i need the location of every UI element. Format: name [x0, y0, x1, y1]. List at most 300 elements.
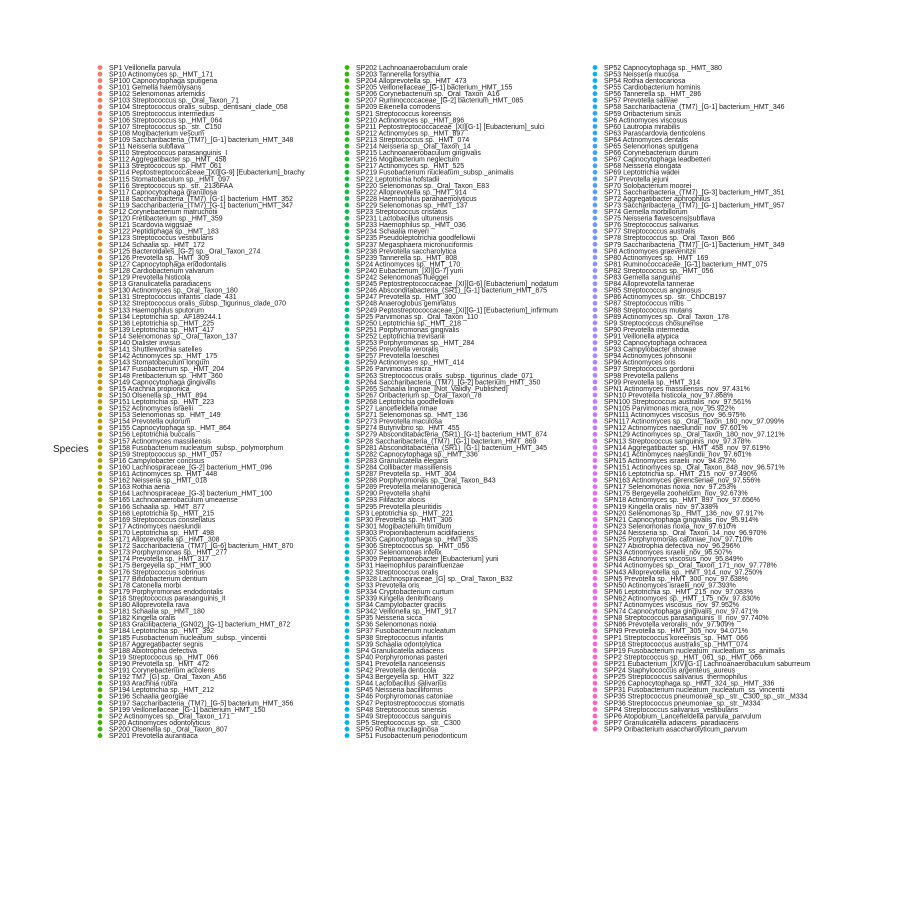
legend-key-dot [98, 569, 103, 574]
legend-key-label: SP265 Schaalia lingnae_[Not_Validly_Published] [356, 385, 508, 393]
legend-key-label: SP176 Streptococcus sobrinus [109, 569, 205, 577]
legend-key-dot [98, 124, 103, 129]
legend-key-label: SPN14 Aggregatibacter sp._HMT_458_nov_97.619% [604, 444, 770, 452]
legend-key-dot [345, 642, 350, 647]
legend-key-label: SP24 Actinomyces sp._HMT_170 [356, 261, 461, 269]
legend-key-dot [98, 275, 103, 280]
legend-key-dot [345, 366, 350, 371]
legend-key-dot [593, 366, 598, 371]
legend-key-label: SP203 Tannerella forsythia [356, 71, 440, 79]
legend-key-label: SP281 Absconditabacteria_(SR1)_[G-1] bacterium_HMT_345 [356, 444, 548, 452]
legend-key-label: SP30 Prevotella sp._HMT_306 [356, 516, 453, 524]
legend-key-dot [345, 281, 350, 286]
legend-key-label: SP133 Haemophilus sputorum [109, 307, 204, 315]
legend-key-label: SP295 Prevotella pleuritidis [356, 503, 442, 511]
legend-key-dot [98, 314, 103, 319]
legend-key-label: SP242 Selenomonas flueggei [356, 274, 449, 282]
legend-key-dot [98, 176, 103, 181]
legend-key-dot [345, 497, 350, 502]
legend-key-dot [593, 615, 598, 620]
legend-key-dot [345, 91, 350, 96]
legend-key-dot [593, 176, 598, 181]
legend-key-label: SP74 Gemella morbillorum [604, 209, 688, 216]
legend-key-label: SPN62 Actinomyces sp._HMT_175_nov_97.830% [604, 595, 761, 603]
legend-key-dot [593, 386, 598, 391]
legend-key-dot [345, 321, 350, 326]
legend-key-dot [345, 537, 350, 542]
legend-key-label: SPN50 Actinomyces israelii_nov_97.393% [604, 582, 736, 590]
legend-key-label: SP53 Neisseria mucosa [604, 71, 679, 79]
legend-key-dot [345, 380, 350, 385]
legend-key-label: SP293 Filifactor alocis [356, 497, 426, 505]
legend-key-label: SPN86 Prevotella veroralis_nov_97.909% [604, 621, 735, 629]
legend-key-dot [98, 419, 103, 424]
legend-key-dot [593, 131, 598, 136]
legend-key-label: SP194 Leptotrichia sp._HMT_212 [109, 687, 215, 695]
legend-key-label: SP82 Streptococcus sp._HMT_056 [604, 267, 714, 275]
legend-key-label: SP118 Saccharibacteria_(TM7)_[G-1] bacterium_HMT_352 [109, 195, 293, 203]
legend-key-label: SP104 Streptococcus oralis_subsp._dentisani_clade_058 [109, 104, 288, 112]
legend-key-label: SP77 Streptococcus australis [604, 228, 696, 236]
legend-key-dot [345, 144, 350, 149]
legend-key-label: SP174 Prevotella sp._HMT_317 [109, 556, 209, 564]
legend-key-label: SP28 Saccharibacteria_(TM7)_[G-1] bacterium_HMT_869 [356, 438, 537, 446]
legend-key-dot [593, 661, 598, 666]
legend-key-dot [593, 628, 598, 633]
legend-key-dot [593, 674, 598, 679]
legend-key-dot [98, 615, 103, 620]
legend-key-label: SP284 Collibacter massiliensis [356, 464, 452, 472]
legend-key-label: SP47 Peptostreptococcus stomatis [356, 700, 465, 708]
legend-key-dot [345, 563, 350, 568]
legend-key-label: SP120 Fretibacterium sp._HMT_359 [109, 215, 223, 223]
legend-key-label: SP110 Streptococcus parasanguinis_I [109, 150, 228, 158]
legend-key-dot [593, 294, 598, 299]
legend-key-dot [593, 668, 598, 673]
legend-key-dot [593, 458, 598, 463]
legend-key-dot [98, 484, 103, 489]
legend-key-label: SP101 Gemella haemolysans [109, 84, 202, 92]
legend-key-label: SPN17 Selenomonas noxia_nov_97.253% [604, 484, 737, 492]
legend-key-label: SP123 Streptococcus vestibularis [109, 235, 214, 243]
legend-key-dot [345, 491, 350, 496]
legend-key-dot [593, 255, 598, 260]
legend-key-label: SP33 Prevotella oris [356, 582, 420, 590]
legend-key-dot [593, 373, 598, 378]
legend-key-label: SP6 Actinomyces viscosus [604, 117, 688, 125]
legend-key-label: SP187 Aggregatibacter segnis [109, 641, 204, 649]
legend-key-label: SP141 Shuttleworthia satelles [109, 346, 202, 354]
legend-key-dot [98, 235, 103, 240]
legend-key-label: SP150 Olsenella sp._HMT_894 [109, 392, 208, 400]
legend-key-dot [345, 465, 350, 470]
legend-key-dot [98, 511, 103, 516]
legend-key-label: SPP9 Oribacterium asaccharolyticum_parvum [604, 726, 748, 734]
legend-key-dot [593, 583, 598, 588]
legend-key-label: SPN9 Prevotella sp._HMT_305_nov_94.071% [604, 628, 748, 636]
legend-key-label: SP55 Cardiobacterium hominis [604, 84, 701, 92]
legend-key-dot [593, 190, 598, 195]
legend-key-label: SP170 Leptotrichia sp._HMT_498 [109, 529, 215, 537]
legend-key-dot [593, 124, 598, 129]
legend-key-label: SP182 Kingella oralis [109, 615, 176, 623]
legend-key-dot [345, 543, 350, 548]
legend-key-label: SP81 Ruminococcaceae_[G-1] bacterium_HMT_075 [604, 261, 768, 269]
legend-key-dot [593, 511, 598, 516]
legend-key-label: SP257 Prevotella loescheii [356, 353, 440, 361]
legend-key-label: SP49 Streptococcus sanguinis [356, 713, 451, 721]
legend-key-label: SP191 Corynebacterium accolens [109, 667, 215, 675]
legend-key-dot [98, 380, 103, 385]
legend-key-label: SP215 Lachnoanaerobaculum gingivalis [356, 150, 481, 158]
legend-key-dot [345, 301, 350, 306]
legend-key-dot [593, 530, 598, 535]
legend-key-label: SP98 Prevotella pallens [604, 372, 679, 380]
legend-key-label: SP57 Prevotella salivae [604, 97, 678, 105]
legend-key-dot [593, 157, 598, 162]
legend-key-dot [593, 235, 598, 240]
legend-key-dot [98, 222, 103, 227]
legend-key-dot [98, 648, 103, 653]
legend-key-dot [345, 471, 350, 476]
legend-key-dot [98, 262, 103, 267]
legend-key-label: SP307 Selenomonas infelix [356, 549, 442, 557]
legend-key-dot [345, 314, 350, 319]
legend-key-dot [345, 648, 350, 653]
legend-key-dot [593, 576, 598, 581]
legend-key-dot [98, 347, 103, 352]
legend-key-dot [345, 517, 350, 522]
legend-key-dot [345, 602, 350, 607]
legend-key-label: SPN117 Actinomyces sp._Oral_Taxon_180_nov_97.099% [604, 418, 785, 426]
legend-key-label: SP15 Arachnia propionica [109, 385, 190, 393]
legend-key-dot [98, 452, 103, 457]
legend-key-label: SPN15 Actinomyces israelii_nov_94.872% [604, 457, 736, 465]
legend-key-label: SP250 Leptotrichia sp._HMT_218 [356, 320, 462, 328]
legend-key-dot [345, 406, 350, 411]
legend-key-label: SP10 Actinomyces sp._HMT_171 [109, 71, 214, 79]
legend-key-dot [345, 235, 350, 240]
legend-key-label: SP72 Aggregatibacter aphrophilus [604, 195, 711, 203]
legend-key-label: SP20 Actinomyces odontolyticus [109, 719, 211, 727]
legend-key-label: SPP18 Streptococcus australis_sp._HMT_074 [604, 641, 748, 649]
legend-key-label: SP306 Streptococcus sp._HMT_056 [356, 543, 470, 551]
legend-key-label: SP14 Selenomonas sp._Oral_Taxon_137 [109, 333, 238, 341]
legend-key-label: SP159 Streptococcus sp._HMT_057 [109, 451, 223, 459]
legend-key-dot [98, 209, 103, 214]
legend-key-dot [98, 104, 103, 109]
legend-key-dot [345, 655, 350, 660]
legend-key-label: SP128 Cardiobacterium valvarum [109, 267, 214, 275]
legend-key-dot [593, 65, 598, 70]
legend-key-label: SPN151 Actinomyces sp._Oral_Taxon_848_nov_96.571% [604, 464, 785, 472]
legend-key-label: SP214 Neisseria sp._Oral_Taxon_14 [356, 143, 471, 151]
legend-key-dot [98, 687, 103, 692]
legend-key-label: SP66 Corynebacterium durum [604, 150, 699, 158]
legend-key-dot [593, 425, 598, 430]
legend-key-dot [593, 137, 598, 142]
legend-key-dot [98, 373, 103, 378]
legend-key-label: SP100 Capnocytophaga sputigena [109, 78, 218, 85]
legend-key-label: SP60 Lautropia mirabilis [604, 123, 680, 131]
legend-key-label: SP25 Parvimonas sp._Oral_Taxon_110 [356, 313, 479, 321]
legend-key-label: SP188 Abiotrophia defectiva [109, 647, 197, 655]
legend-key-label: SP56 Tannerella sp._HMT_286 [604, 91, 702, 99]
legend-key-dot [345, 622, 350, 627]
legend-key-dot [345, 674, 350, 679]
legend-key-label: SP42 Prevotella denticola [356, 667, 437, 675]
legend-key-label: SPN5 Prevotella sp._HMT_300_nov_97.638% [604, 575, 748, 583]
legend-key-dot [98, 281, 103, 286]
legend-key-dot [345, 668, 350, 673]
legend-key-label: SP119 Saccharibacteria_(TM7)_[G-1] bacterium_HMT_347 [109, 202, 293, 210]
legend-key-label: SP334 Cryptobacterium curtum [356, 588, 454, 596]
legend-key-dot [98, 321, 103, 326]
legend-key-dot [98, 131, 103, 136]
legend-key-label: SP163 Rothia aeria [109, 484, 170, 492]
legend-key-label: SP164 Lachnospiraceae_[G-3] bacterium_HMT_100 [109, 490, 273, 498]
legend-key-label: SP96 Actinomyces oris [604, 359, 676, 367]
legend-key-label: SP44 Lactobacillus salivarius [356, 680, 447, 688]
legend-key-dot [98, 465, 103, 470]
legend-key-label: SP116 Streptococcus sp._str._2136FAA [109, 182, 234, 190]
legend-key-dot [345, 687, 350, 692]
legend-key-label: SP11 Neisseria subflava [109, 143, 185, 151]
legend-key-dot [345, 111, 350, 116]
legend-key-label: SP125 Bacteroidales_[G-2] sp._Oral_Taxon_274 [109, 248, 261, 256]
legend-key-dot [98, 163, 103, 168]
legend-key-label: SPP7 Granulicatella adiacens_paradiacens [604, 719, 739, 727]
legend-key-label: SP183 Gracilibacteria_(GN02)_[G-1] bacterium_HMT_872 [109, 621, 291, 629]
legend-key-dot [98, 366, 103, 371]
legend-key-label: SP305 Capnocytophaga sp._HMT_335 [356, 536, 478, 544]
legend-key-dot [593, 602, 598, 607]
legend-key-label: SP179 Porphyromonas endodontalis [109, 588, 224, 596]
legend-key-dot [593, 452, 598, 457]
legend-key-label: SP92 Capnocytophaga ochracea [604, 340, 707, 347]
legend-key-label: SP67 Capnocytophaga leadbetteri [604, 156, 711, 164]
legend-key-dot [345, 609, 350, 614]
legend-key-dot [98, 504, 103, 509]
legend-key-dot [98, 707, 103, 712]
legend-key-label: SP18 Streptococcus parasanguinis_II [109, 595, 226, 603]
legend-key-label: SPN141 Actinomyces naeslundii_nov_97.601% [604, 451, 752, 459]
legend-key-label: SP46 Porphyromonas catoniae [356, 693, 453, 701]
legend-key-dot [593, 700, 598, 705]
legend-key-dot [345, 131, 350, 136]
legend-key-dot [98, 91, 103, 96]
legend-key-label: SPP19 Fusobacterium nucleatum_nucleatum_ss_animalis [604, 647, 785, 655]
legend-key-dot [345, 255, 350, 260]
legend-key-label: SP271 Selenomonas sp._HMT_136 [356, 412, 468, 420]
legend-key-label: SP2 Actinomyces sp._Oral_Taxon_171 [109, 713, 231, 721]
legend-key-label: SP37 Fusobacterium nucleatum [356, 628, 456, 636]
legend-key-dot [98, 602, 103, 607]
legend-key-label: SP154 Prevotella oulorum [109, 418, 191, 426]
legend-key-label: SP175 Bergeyella sp._HMT_900 [109, 562, 211, 570]
legend-key-label: SPP6 Atopobium_Lancefieldella parvula_parvulum [604, 713, 762, 721]
legend-key-label: SP112 Aggregatibacter sp._HMT_458 [109, 156, 227, 164]
legend-key-label: SP107 Streptococcus sp._str._C150 [109, 123, 222, 131]
legend-key-dot [345, 432, 350, 437]
legend-key-label: SPP31 Fusobacterium nucleatum_nucleatum_ss_vincentii [604, 687, 785, 695]
legend-key-label: SP43 Bergeyella sp._HMT_322 [356, 674, 455, 682]
legend-key-dot [593, 642, 598, 647]
legend-key-dot [593, 229, 598, 234]
legend-key-dot [345, 98, 350, 103]
legend-key-dot [98, 425, 103, 430]
legend-key-dot [593, 517, 598, 522]
legend-key-dot [345, 733, 350, 738]
legend-key-dot [345, 340, 350, 345]
legend-key-label: SP83 Gemella sanguinis [604, 274, 681, 282]
legend-key-dot [98, 203, 103, 208]
legend-key-label: SP237 Megasphaera micronuciformis [356, 241, 473, 249]
legend-key-label: SP54 Rothia dentocariosa [604, 78, 686, 85]
legend-key-label: SP88 Streptococcus mutans [604, 307, 693, 315]
legend-key-dot [98, 700, 103, 705]
legend-key-dot [593, 72, 598, 77]
legend-key-label: SP39 Schaalia odontolytica [356, 641, 442, 649]
legend-key-label: SPN20 Selenomonas sp._HMT_136_nov_97.917% [604, 510, 764, 518]
legend-key-dot [593, 524, 598, 529]
legend-key-dot [345, 190, 350, 195]
legend-key-dot [593, 484, 598, 489]
legend-key-label: SPN19 Kingella oralis_nov_97.338% [604, 503, 719, 511]
legend-key-dot [593, 681, 598, 686]
legend-key-dot [98, 438, 103, 443]
legend-key-label: SP290 Prevotella shahii [356, 490, 431, 498]
legend-key-label: SP65 Selenomonas sputigena [604, 143, 699, 151]
legend-key-label: SP35 Neisseria sicca [356, 615, 423, 623]
legend-key-dot [98, 661, 103, 666]
legend-key-label: SP235 Pseudoleptotrichia goodfellowii [356, 235, 476, 243]
legend-key-dot [345, 550, 350, 555]
legend-key-label: SP263 Streptococcus oralis_subsp._tigurinus_clade_071 [356, 372, 534, 380]
legend-key-dot [593, 569, 598, 574]
legend-key-label: SP22 Leptotrichia hofstadii [356, 176, 440, 184]
legend-key-dot [98, 301, 103, 306]
legend-key-label: SP59 Oribacterium sinus [604, 110, 682, 118]
legend-key-dot [98, 727, 103, 732]
legend-key-dot [345, 452, 350, 457]
legend-key-dot [98, 340, 103, 345]
legend-key-dot [345, 419, 350, 424]
legend-key-label: SP289 Prevotella melaninogenica [356, 484, 462, 492]
legend-key-label: SP168 Leptotrichia sp._HMT_215 [109, 510, 215, 518]
legend-key-dot [98, 694, 103, 699]
legend-key-label: SPN24 Neisseria sp._Oral_Taxon_14_nov_96.970% [604, 529, 767, 537]
legend-key-dot [345, 242, 350, 247]
legend-key-dot [593, 203, 598, 208]
legend-key-dot [345, 661, 350, 666]
legend-key-label: SP124 Schaalia sp._HMT_172 [109, 241, 205, 249]
legend-key-dot [98, 255, 103, 260]
legend-key-dot [593, 163, 598, 168]
legend-key-label: SP199 Veillonellaceae_[G-1] bacterium_HMT_150 [109, 706, 266, 714]
legend-key-label: SP138 Leptotrichia sp._HMT_225 [109, 320, 215, 328]
legend-key-dot [98, 307, 103, 312]
legend-key-dot [345, 334, 350, 339]
legend-key-dot [98, 576, 103, 581]
legend-key-label: SP234 Schaalia meyeri [356, 228, 429, 236]
legend-key-dot [345, 478, 350, 483]
legend-key-label: SP185 Fusobacterium nucleatum_subsp._vincentii [109, 634, 267, 642]
legend-key-label: SP180 Alloprevotella rava [109, 602, 190, 609]
legend-key-dot [593, 504, 598, 509]
legend-key-dot [593, 655, 598, 660]
legend-key-dot [593, 707, 598, 712]
legend-key-dot [345, 124, 350, 129]
legend-key-label: SP148 Fretibacterium sp._HMT_360 [109, 372, 223, 380]
legend-key-label: SP247 Prevotella sp._HMT_300 [356, 294, 456, 302]
legend-key-label: SP149 Capnocytophaga gingivalis [109, 379, 216, 387]
legend-key-dot [593, 307, 598, 312]
legend-key-label: SP97 Streptococcus gordonii [604, 366, 695, 374]
legend-key-label: SP155 Capnocytophaga sp._HMT_864 [109, 425, 231, 433]
legend-key-dot [593, 720, 598, 725]
legend-key-dot [593, 694, 598, 699]
legend-key-label: SPP36 Streptococcus pneumoniae_sp._str._M334 [604, 700, 761, 708]
legend-key-dot [98, 150, 103, 155]
legend-key-label: SP93 Campylobacter showae [604, 346, 697, 354]
legend-key-label: SP51 Fusobacterium periodonticum [356, 733, 468, 740]
legend-key-dot [98, 65, 103, 70]
legend-key-label: SP16 Campylobacter concisus [109, 457, 205, 465]
legend-key-label: SP132 Streptococcus oralis_subsp._tigurinus_clade_070 [109, 300, 287, 308]
legend-key-dot [98, 733, 103, 738]
legend-key-dot [345, 484, 350, 489]
legend-key-label: SP76 Streptococcus salivarius [604, 222, 699, 230]
legend-key-dot [345, 386, 350, 391]
legend-key-label: SP201 Prevotella aurantiaca [109, 733, 198, 740]
legend-key-dot [98, 714, 103, 719]
legend-key-dot [345, 373, 350, 378]
legend-key-dot [593, 170, 598, 175]
legend-key-label: SP3 Leptotrichia sp._HMT_221 [356, 510, 454, 518]
legend-key-dot [98, 118, 103, 123]
legend-key-label: SP31 Haemophilus parainfluenzae [356, 562, 464, 570]
legend-key-dot [593, 111, 598, 116]
legend-key-dot [593, 91, 598, 96]
legend-key-label: SPN8 Streptococcus parasanguinis_II_nov_97.740% [604, 615, 769, 623]
legend-key-label: SP202 Lachnoanaerobaculum orale [356, 64, 468, 72]
legend-key-dot [593, 380, 598, 385]
legend-key-label: SP166 Schaalia sp._HMT_877 [109, 503, 205, 511]
legend-key-dot [593, 209, 598, 214]
legend-key-label: SP213 Streptococcus sp._HMT_074 [356, 136, 470, 144]
legend-key-dot [345, 583, 350, 588]
legend-key-label: SPN163 Actinomyces gerencseriae_nov_97.556% [604, 477, 761, 485]
legend-key-label: SPN100 Streptococcus australis_nov_97.561% [604, 398, 752, 406]
legend-key-dot [345, 504, 350, 509]
legend-key-label: SP173 Porphyromonas sp._HMT_277 [109, 549, 228, 557]
legend-key-label: SP86 Actinomyces sp._str._ChDCB197 [604, 294, 727, 302]
legend-key-label: SP94 Actinomyces johnsonii [604, 353, 692, 361]
legend-key-dot [345, 170, 350, 175]
legend-key-label: SPP21 Eubacterium_[XIV][G-1] Lachnoanaerobaculum saburreum [604, 660, 811, 668]
legend-key-dot [593, 275, 598, 280]
legend-key-label: SP19 Streptococcus sp._HMT_066 [109, 654, 219, 662]
legend-key-label: SP80 Actinomyces sp._HMT_169 [604, 254, 709, 262]
legend-key-label: SP339 Kingella denitrificans [356, 595, 444, 603]
legend-key-label: SP109 Saccharibacteria_(TM7)_[G-1] bacterium_HMT_348 [109, 136, 294, 144]
legend-key-dot [98, 458, 103, 463]
legend-key-label: SPN27 Abiotrophia defectiva_nov_96.296% [604, 543, 740, 551]
legend-key-label: SP238 Prevotella saccharolytica [356, 248, 457, 256]
legend-key-dot [98, 543, 103, 548]
legend-key-dot [98, 524, 103, 529]
